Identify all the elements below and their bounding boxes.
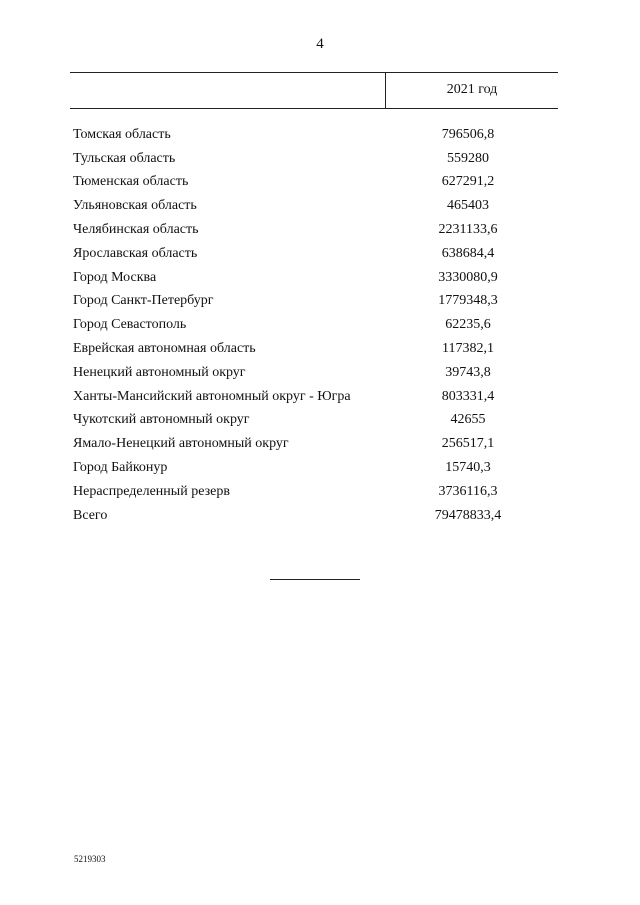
region-name: Ханты-Мансийский автономный округ - Югра: [73, 388, 351, 404]
region-value: 117382,1: [442, 341, 494, 357]
region-value: 559280: [447, 150, 489, 166]
page-number: 4: [316, 36, 324, 52]
table-row: [73, 266, 558, 290]
region-value: 62235,6: [445, 317, 491, 333]
table-row: [73, 194, 558, 218]
region-name: Еврейская автономная область: [73, 341, 256, 357]
region-name: Ненецкий автономный округ: [73, 364, 246, 380]
region-value: 3330080,9: [438, 269, 498, 285]
region-value: 638684,4: [441, 245, 495, 261]
table-row: [73, 409, 558, 433]
column-header-year: 2021 год: [446, 82, 498, 97]
table-row: [73, 385, 558, 409]
table-row: [73, 123, 558, 147]
region-value: 2231133,6: [438, 222, 498, 238]
region-value: 3736116,3: [438, 483, 498, 499]
table-row: [73, 504, 558, 528]
region-name: Всего: [73, 507, 108, 523]
table-row: [73, 456, 558, 480]
table-row: [73, 218, 558, 242]
table-row: [73, 480, 558, 504]
table-row: [73, 313, 558, 337]
region-value: 796506,8: [441, 126, 495, 142]
region-value: 256517,1: [441, 436, 495, 452]
region-name: Челябинская область: [73, 222, 199, 238]
region-name: Город Севастополь: [73, 317, 187, 333]
data-table: [73, 123, 558, 528]
table-row: [73, 361, 558, 385]
region-name: Тюменская область: [73, 174, 189, 190]
region-value: 803331,4: [441, 388, 495, 404]
region-name: Нераспределенный резерв: [73, 483, 230, 499]
table-row: [73, 171, 558, 195]
table-row: [73, 290, 558, 314]
region-name: Город Москва: [73, 269, 157, 285]
region-name: Томская область: [73, 126, 171, 142]
region-name: Город Санкт-Петербург: [73, 293, 214, 309]
table-header: [70, 72, 558, 109]
table-row: [73, 432, 558, 456]
table-row: [73, 147, 558, 171]
region-value: 15740,3: [445, 460, 491, 476]
table-row: [73, 242, 558, 266]
region-name: Ямало-Ненецкий автономный округ: [73, 436, 289, 452]
region-name: Город Байконур: [73, 460, 168, 476]
end-separator-line: [270, 579, 360, 580]
region-value: 42655: [450, 412, 486, 428]
region-value: 39743,8: [445, 364, 491, 380]
region-name: Чукотский автономный округ: [73, 412, 250, 428]
document-code: 5219303: [74, 854, 106, 864]
region-value: 465403: [447, 198, 489, 214]
region-value: 1779348,3: [438, 293, 498, 309]
table-row: [73, 337, 558, 361]
region-name: Тульская область: [73, 150, 176, 166]
region-name: Ярославская область: [73, 245, 198, 261]
region-name: Ульяновская область: [73, 198, 197, 214]
region-value: 79478833,4: [434, 507, 502, 523]
region-value: 627291,2: [441, 174, 495, 190]
